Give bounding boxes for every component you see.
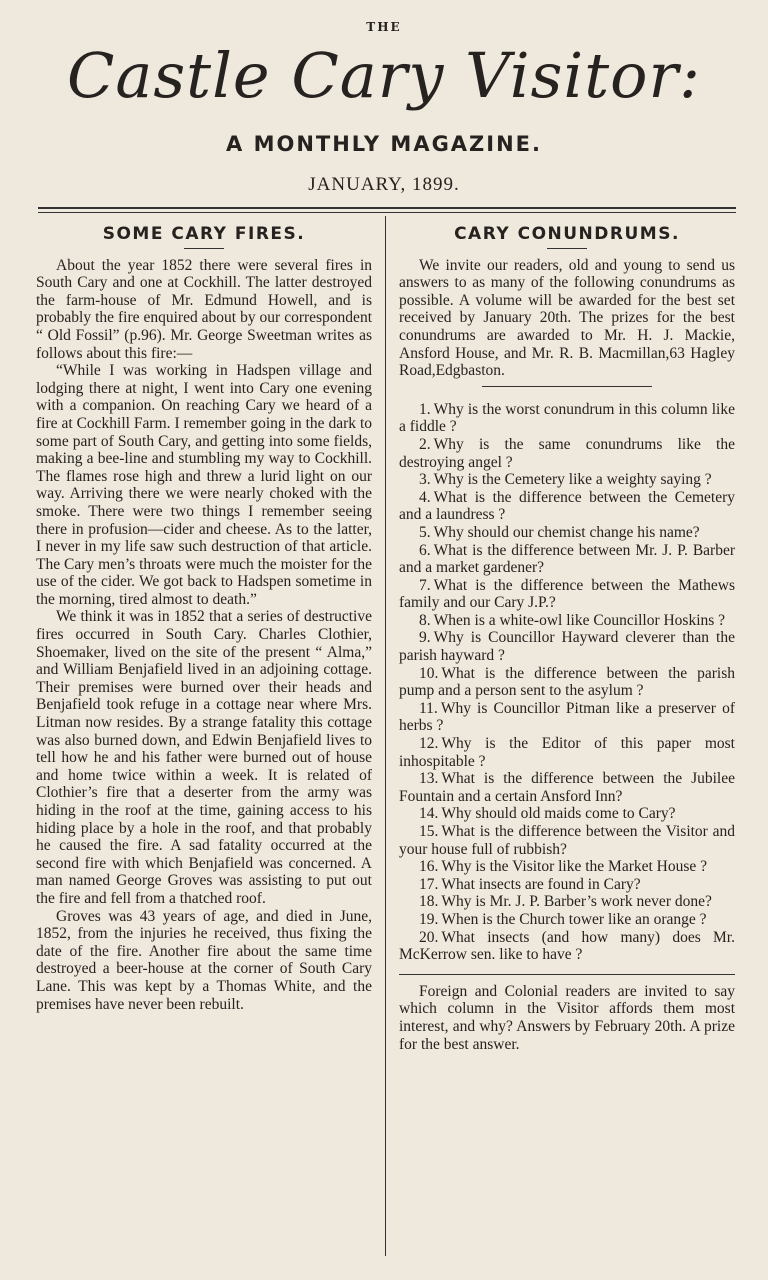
conundrum-text: Why is Councillor Pitman like a preserver of herbs ? [399,699,735,735]
conundrum-item [399,542,735,577]
conundrum-text: Why should old maids come to Cary? [441,805,676,823]
conundrum-number: 17. [419,875,439,893]
conundrum-text: When is the Church tower like an orange ? [441,910,707,928]
conundrum-item [399,700,735,735]
conundrum-item [399,401,735,436]
column-divider [385,216,386,1256]
right-column [399,222,735,1262]
conundrum-text: Why is Mr. J. P. Barber’s work never done? [441,893,712,911]
masthead-title: Castle Cary Visitor: [66,39,702,112]
header-rule [38,207,736,209]
masthead-subtitle: A MONTHLY MAGAZINE. [226,132,542,156]
masthead-the: THE [366,20,402,34]
heading-rule [184,248,224,249]
conundrum-number: 15. [419,823,439,840]
conundrum-text: Why is the Visitor like the Market House ? [441,858,708,876]
conundrum-text: When is a white-owl like Councillor Hoskins ? [433,611,726,629]
conundrum-item [399,770,735,805]
conundrum-number: 3. [419,471,431,489]
article-paragraph: “While I was working in Hadspen village and lodging there at night, I went into Cary one evening with a companion. On reaching Cary we heard of a fire at Cockhill Farm. I remember going in the dark to some part of South Cary, and getting into some fields, making a bee-line and stumbling my way to Cockhill. The flames rose high and threw a lurid light on our way. Arriving there we were nearly choked with the smoke. There were two things I remember seeing there in profusion—cider and cheese. As to the latter, I never in my life saw such destruction of that article. The Cary men’s throats were much the moister for the use of the cider. We got back to Hadspen sometime in the morning, tired almost to death.” [36,362,372,608]
conundrum-text: Why should our chemist change his name? [433,523,700,541]
conundrum-item [399,911,735,929]
conundrum-number: 18. [419,893,439,911]
conundrum-number: 10. [419,664,439,682]
conundrum-item [399,489,735,524]
conundrum-item [399,929,735,964]
conundrum-number: 13. [419,770,439,788]
conundrum-text: What is the difference between Mr. J. P. Barber and a market gardener? [399,541,735,577]
conundrum-text: What insects are found in Cary? [441,875,641,893]
conundrum-number: 11. [419,699,438,717]
article-paragraph: We think it was in 1852 that a series of destructive fires occurred in South Cary. Charles Clothier, Shoemaker, lived on the site of the present “ Alma,” and William Benjafield lived in an adjoining cottage. Their premises were burned over their heads and Benjafield took refuge in a cottage near where Mrs. Litman now resides. By a strange fatality this cottage was also burned down, and Edwin Benjafield lives to tell how he and his father were burned out of house and home twice within a week. It is related of Clothier’s fire that a deserter from the army was hiding in the roof at the time, gaining access to his hiding place by a hole in the roof, and that probably he caused the fire. A sad fatality occurred at the second fire with which Benjafield was concerned. A man named George Groves was assisting to put out the fire and fell from a thatched roof. [36,608,372,907]
conundrum-text: What is the difference between the parish pump and a person sent to the asylum ? [399,664,735,700]
conundrum-number: 4. [419,488,431,506]
conundrum-number: 5. [419,523,431,541]
conundrum-number: 20. [419,928,439,946]
conundrum-text: Why is the worst conundrum in this column like a fiddle ? [399,400,735,436]
article-paragraph: Groves was 43 years of age, and died in June, 1852, from the injuries he received, thus fixing the date of the fire. Another fire about the same time destroyed a beer-house at the corner of South Cary Lane. This was kept by a Thomas White, and the premises have never been rebuilt. [36,907,372,1013]
conundrum-number: 6. [419,541,431,559]
conundrum-item [399,858,735,876]
article-paragraph: About the year 1852 there were several fires in South Cary and one at Cockhill. The latter destroyed the farm-house of Mr. Edmund Howell, and is probably the fire enquired about by our correspondent “ Old Fossil” (p.96). Mr. George Sweetman writes as follows about this fire:— [36,256,372,362]
conundrum-text: What is the difference between the Cemetery and a laundress ? [399,488,735,524]
conundrum-number: 12. [419,735,439,753]
conundrum-item [399,735,735,770]
conundrum-text: What is the difference between the Jubilee Fountain and a certain Ansford Inn? [399,770,735,805]
colonial-readers-notice: Foreign and Colonial readers are invited to say which column in the Visitor affords them most interest, and why? Answers by February 20th. A prize for the best answer. [399,982,735,1053]
conundrum-text: Why is the Cemetery like a weighty saying ? [433,471,712,489]
conundrum-text: What is the difference between the Visitor and your house full of rubbish? [399,823,735,858]
issue-date: JANUARY, 1899. [308,174,460,195]
conundrum-number: 7. [419,576,431,594]
conundrum-item [399,629,735,664]
conundrum-item [399,823,735,858]
conundrum-item [399,612,735,630]
conundrum-number: 14. [419,805,439,823]
conundrum-text: What insects (and how many) does Mr. McKerrow sen. like to have ? [399,928,735,964]
conundrum-item [399,471,735,489]
header-rule-thin [38,212,736,213]
conundrums-intro: We invite our readers, old and young to send us answers to as many of the following conundrums as possible. A volume will be awarded for the best set received by January 20th. The prizes for the best conundrums are awarded to Mr. H. J. Mackie, Ansford House, and Mr. R. B. Macmillan,63 Hagley Road,Edgbaston. [399,256,735,380]
conundrum-text: What is the difference between the Mathews family and our Cary J.P.? [399,576,735,612]
conundrum-text: Why is the same conundrums like the destroying angel ? [399,435,735,471]
conundrum-item [399,893,735,911]
conundrum-number: 9. [419,629,431,647]
conundrum-number: 2. [419,435,431,453]
conundrum-item [399,577,735,612]
conundrum-number: 8. [419,611,431,629]
left-column [36,222,372,1262]
conundrum-item [399,665,735,700]
conundrum-number: 1. [419,400,431,418]
conundrum-text: Why is the Editor of this paper most inhospitable ? [399,735,735,770]
conundrum-text: Why is Councillor Hayward cleverer than the parish hayward ? [399,629,735,665]
conundrum-number: 19. [419,910,439,928]
article-heading-fires: SOME CARY FIRES. [102,224,306,244]
section-rule [482,386,652,387]
heading-rule [547,248,587,249]
conundrum-item [399,805,735,823]
article-heading-conundrums: CARY CONUNDRUMS. [454,224,680,244]
footer-rule [399,974,735,975]
conundrum-item [399,436,735,471]
conundrum-item [399,876,735,894]
conundrum-number: 16. [419,858,439,876]
conundrum-item [399,524,735,542]
